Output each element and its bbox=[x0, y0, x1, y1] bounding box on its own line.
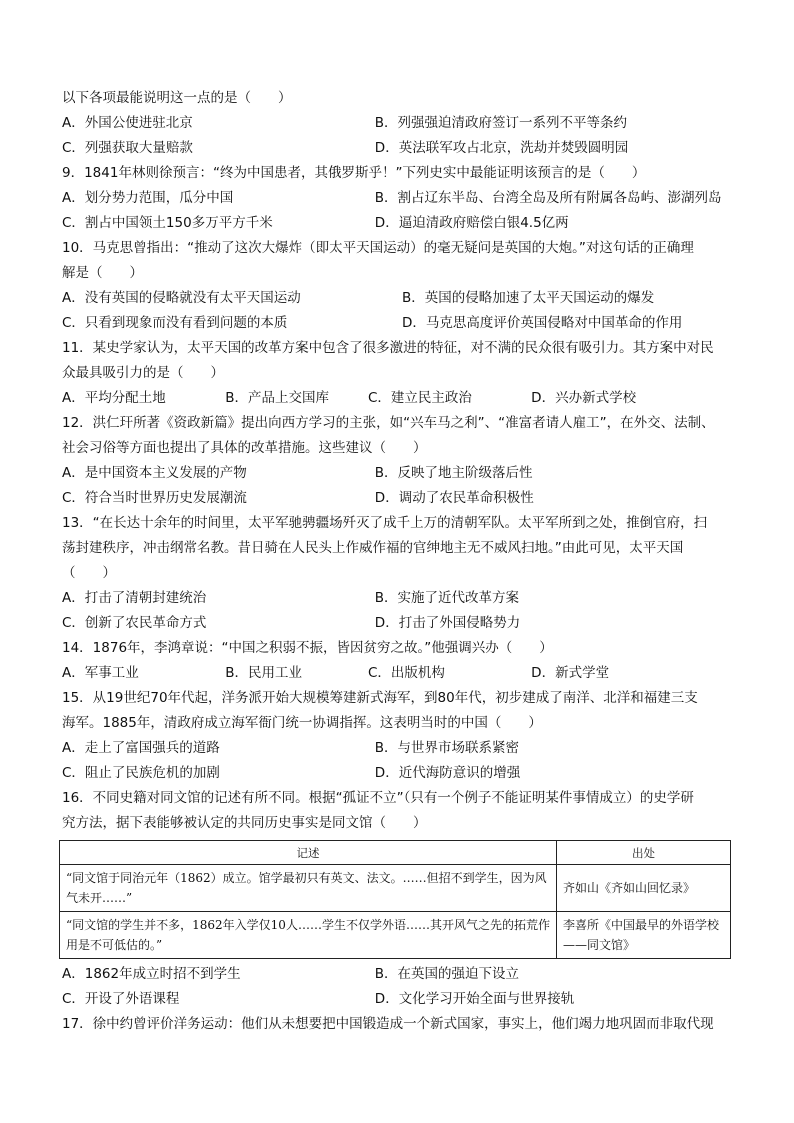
option-d[interactable]: D．兴办新式学校 bbox=[531, 390, 637, 406]
option-c[interactable]: C．列强获取大量赔款 bbox=[62, 140, 193, 156]
question-12-stem-cont: 社会习俗等方面也提出了具体的改革措施。这些建议（ ） bbox=[62, 440, 427, 456]
option-c[interactable]: C．割占中国领土150多万平方千米 bbox=[62, 215, 273, 231]
table-cell-source: 齐如山《齐如山回忆录》 bbox=[557, 865, 731, 912]
question-10-stem-cont: 解是（ ） bbox=[62, 265, 143, 281]
question-15-options-row-1 bbox=[62, 736, 742, 761]
question-16-options-row-2 bbox=[62, 987, 742, 1012]
option-c[interactable]: C．只看到现象而没有看到问题的本质 bbox=[62, 315, 288, 331]
option-a[interactable]: A．军事工业 bbox=[62, 665, 139, 681]
question-11-stem: 11．某史学家认为，太平天国的改革方案中包含了很多激进的特征，对不满的民众很有吸引力。其方案中对民 bbox=[62, 340, 714, 356]
option-b[interactable]: B．列强强迫清政府签订一系列不平等条约 bbox=[374, 115, 628, 131]
option-a[interactable]: A．1862年成立时招不到学生 bbox=[62, 966, 241, 982]
option-c[interactable]: C．符合当时世界历史发展潮流 bbox=[62, 490, 247, 506]
option-c[interactable]: C．建立民主政治 bbox=[367, 390, 472, 406]
option-b[interactable]: B．产品上交国库 bbox=[225, 390, 329, 406]
option-d[interactable]: D．近代海防意识的增强 bbox=[374, 765, 521, 781]
question-15-stem: 15．从19世纪70年代起，洋务派开始大规模筹建新式海军，到80年代，初步建成了南洋、北洋和福建三支 bbox=[62, 690, 698, 706]
option-d[interactable]: D．新式学堂 bbox=[531, 665, 610, 681]
option-c[interactable]: C．创新了农民革命方式 bbox=[62, 615, 207, 631]
question-11-options bbox=[62, 386, 742, 411]
option-d[interactable]: D．马克思高度评价英国侵略对中国革命的作用 bbox=[402, 315, 683, 331]
option-c[interactable]: C．开设了外语课程 bbox=[62, 991, 180, 1007]
option-a[interactable]: A．平均分配土地 bbox=[62, 390, 166, 406]
table-row bbox=[60, 865, 731, 912]
exam-page bbox=[62, 86, 742, 1037]
question-9-options-row-2 bbox=[62, 211, 742, 236]
option-a[interactable]: A．走上了富国强兵的道路 bbox=[62, 740, 220, 756]
option-c[interactable]: C．出版机构 bbox=[367, 665, 445, 681]
question-16-stem-cont: 究方法，据下表能够被认定的共同历史事实是同文馆（ ） bbox=[62, 815, 427, 831]
option-d[interactable]: D．英法联军攻占北京，洗劫并焚毁圆明园 bbox=[374, 140, 629, 156]
table-header-source: 出处 bbox=[557, 841, 731, 865]
question-14-options bbox=[62, 661, 742, 686]
question-10-stem: 10．马克思曾指出：“推动了这次大爆炸（即太平天国运动）的毫无疑问是英国的大炮。”对这句话的正确理 bbox=[62, 240, 694, 256]
option-b[interactable]: B．实施了近代改革方案 bbox=[374, 590, 520, 606]
table-header-row bbox=[60, 841, 731, 865]
question-13-options-row-1 bbox=[62, 586, 742, 611]
option-a[interactable]: A．划分势力范围，瓜分中国 bbox=[62, 190, 234, 206]
option-d[interactable]: D．调动了农民革命积极性 bbox=[374, 490, 534, 506]
question-10-options-row-2 bbox=[62, 311, 742, 336]
question-15-stem-cont: 海军。1885年，清政府成立海军衙门统一协调指挥。这表明当时的中国（ ） bbox=[62, 715, 542, 731]
question-8-options-row-2 bbox=[62, 136, 742, 161]
option-b[interactable]: B．反映了地主阶级落后性 bbox=[374, 465, 533, 481]
table-cell-record: “同文馆的学生并不多，1862年入学仅10人……学生不仅学外语……其开风气之先的拓荒作用是不可低估的。” bbox=[60, 912, 557, 959]
question-16-stem: 16．不同史籍对同文馆的记述有所不同。根据“孤证不立”（只有一个例子不能证明某件事情成立）的史学研 bbox=[62, 790, 694, 806]
table-cell-record: “同文馆于同治元年（1862）成立。馆学最初只有英文、法文。……但招不到学生，因为风气未开……” bbox=[60, 865, 557, 912]
source-table bbox=[59, 840, 731, 959]
question-13-stem-cont: 荡封建秩序，冲击纲常名教。昔日骑在人民头上作威作福的官绅地主无不威风扫地。”由此可见，太平天国 bbox=[62, 540, 684, 556]
question-12-options-row-1 bbox=[62, 461, 742, 486]
question-15-options-row-2 bbox=[62, 761, 742, 786]
question-9-stem: 9．1841年林则徐预言：“终为中国患者，其俄罗斯乎！”下列史实中最能证明该预言的是（ ） bbox=[62, 165, 646, 181]
option-a[interactable]: A．是中国资本主义发展的产物 bbox=[62, 465, 247, 481]
option-b[interactable]: B．民用工业 bbox=[225, 665, 302, 681]
question-13-stem-bracket: （ ） bbox=[62, 565, 116, 581]
question-13-options-row-2 bbox=[62, 611, 742, 636]
option-a[interactable]: A．没有英国的侵略就没有太平天国运动 bbox=[62, 290, 301, 306]
question-12-stem: 12．洪仁玕所著《资政新篇》提出向西方学习的主张，如“兴车马之利”、“准富者请人雇工”，在外交、法制、 bbox=[62, 415, 715, 431]
table-row bbox=[60, 912, 731, 959]
option-a[interactable]: A．打击了清朝封建统治 bbox=[62, 590, 207, 606]
question-17-stem: 17．徐中约曾评价洋务运动：他们从未想要把中国锻造成一个新式国家，事实上，他们竭力地巩固而非取代现 bbox=[62, 1016, 714, 1032]
question-8-stem-end: 以下各项最能说明这一点的是（ ） bbox=[62, 90, 292, 106]
option-d[interactable]: D．逼迫清政府赔偿白银4.5亿两 bbox=[374, 215, 569, 231]
option-c[interactable]: C．阻止了民族危机的加剧 bbox=[62, 765, 220, 781]
table-header-record: 记述 bbox=[60, 841, 557, 865]
question-16-options-row-1 bbox=[62, 962, 742, 987]
option-a[interactable]: A．外国公使进驻北京 bbox=[62, 115, 193, 131]
question-10-options-row-1 bbox=[62, 286, 742, 311]
option-d[interactable]: D．打击了外国侵略势力 bbox=[374, 615, 521, 631]
question-9-options-row-1 bbox=[62, 186, 742, 211]
option-d[interactable]: D．文化学习开始全面与世界接轨 bbox=[374, 991, 575, 1007]
question-14-stem: 14．1876年，李鸿章说：“中国之积弱不振，皆因贫穷之故。”他强调兴办（ ） bbox=[62, 640, 553, 656]
option-b[interactable]: B．在英国的强迫下设立 bbox=[374, 966, 520, 982]
option-b[interactable]: B．英国的侵略加速了太平天国运动的爆发 bbox=[402, 290, 655, 306]
question-8-options-row-1 bbox=[62, 111, 742, 136]
table-cell-source: 李喜所《中国最早的外语学校——同文馆》 bbox=[557, 912, 731, 959]
option-b[interactable]: B．割占辽东半岛、台湾全岛及所有附属各岛屿、澎湖列岛 bbox=[374, 190, 722, 206]
option-b[interactable]: B．与世界市场联系紧密 bbox=[374, 740, 520, 756]
question-11-stem-cont: 众最具吸引力的是（ ） bbox=[62, 365, 224, 381]
question-12-options-row-2 bbox=[62, 486, 742, 511]
question-13-stem: 13．“在长达十余年的时间里，太平军驰骋疆场歼灭了成千上万的清朝军队。太平军所到之处，推倒官府，扫 bbox=[62, 515, 708, 531]
